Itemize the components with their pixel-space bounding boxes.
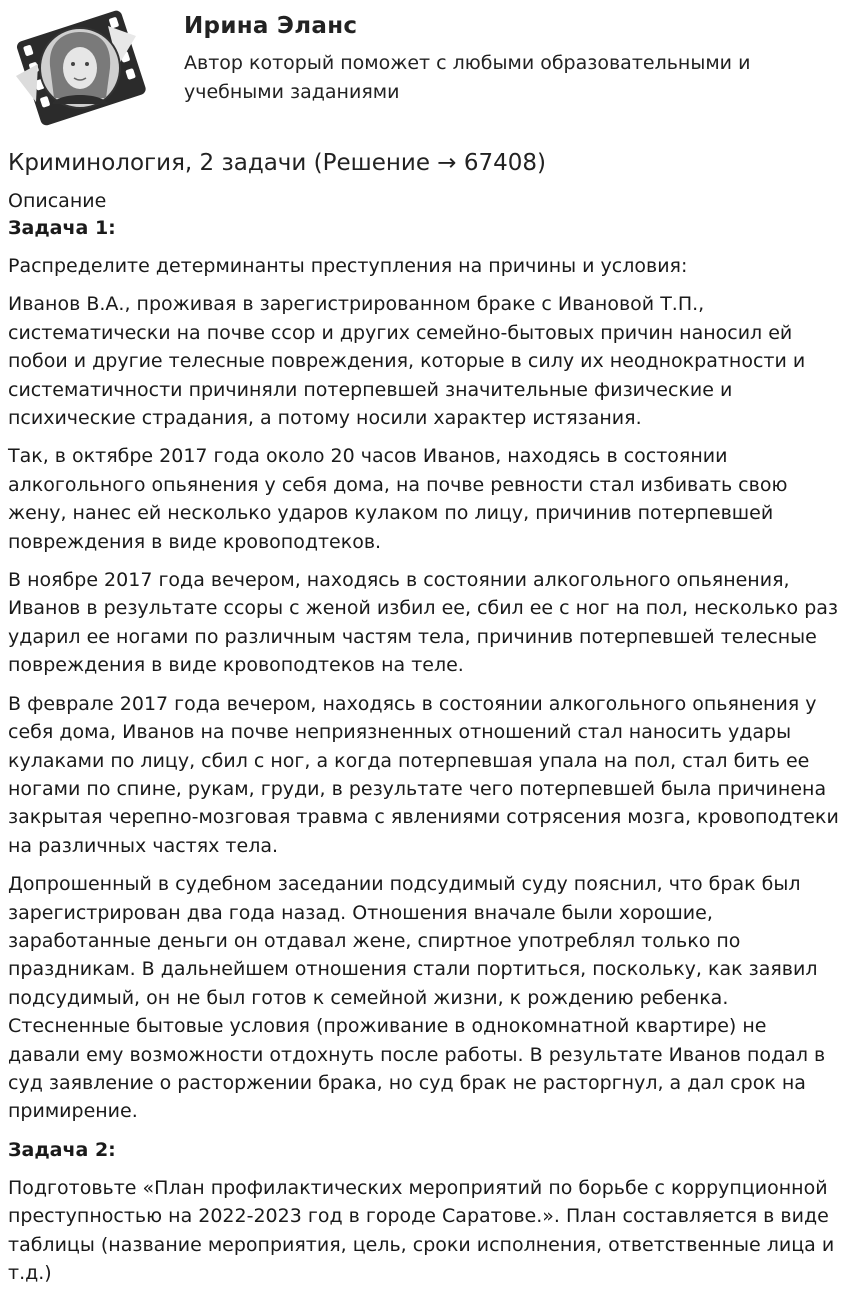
page: [8, 6, 840, 1287]
task-2-paragraph: Подготовьте «План профилактических мероприятий по борьбе с коррупционной преступностью на 2022-2023 год в городе Саратове.». План составляется в виде таблицы (название мероприятия, цель, сроки исполнения, ответственные лица и т.д.): [8, 1176, 835, 1284]
task-2-heading: Задача 2:: [8, 1138, 116, 1161]
task-1-paragraph: В феврале 2017 года вечером, находясь в состоянии алкогольного опьянения у себя дома, Иванов на почве неприязненных отношений стал наносить удары кулаками по лицу, сбил с ног, а когда потерпевшая упала на пол, стал бить ее ногами по спине, рукам, груди, в результате чего потерпевшей была причинена закрытая черепно-мозговая травма с явлениями сотрясения мозга, кровоподтеки на различных частях тела.: [8, 692, 839, 857]
task-1-paragraph: В ноябре 2017 года вечером, находясь в состоянии алкогольного опьянения, Иванов в результате ссоры с женой избил ее, сбил ее с ног на пол, несколько раз ударил ее ногами по различным частям тела, причинив потерпевшей телесные повреждения в виде кровоподтеков на теле.: [8, 569, 839, 677]
task-1-paragraph: Допрошенный в судебном заседании подсудимый суду пояснил, что брак был зарегистрирован два года назад. Отношения вначале были хорошие, заработанные деньги он отдавал жене, спиртное употреблял только по праздникам. В дальнейшем отношения стали портиться, поскольку, как заявил подсудимый, он не был готов к семейной жизни, к рождению ребенка. Стесненные бытовые условия (проживание в однокомнатной квартире) не давали ему возможности отдохнуть после работы. В результате Иванов подал в суд заявление о расторжении брака, но суд брак не расторгнул, а дал срок на примирение.: [8, 873, 826, 1123]
task-1-paragraph: Иванов В.А., проживая в зарегистрированном браке с Ивановой Т.П., систематически на почве ссор и других семейно-бытовых причин наносил ей побои и другие телесные повреждения, которые в силу их неоднократности и систематичности причиняли потерпевшей значительные физические и психические страдания, а потому носили характер истязания.: [8, 293, 806, 430]
author-name: Ирина Эланс: [184, 13, 358, 39]
author-description: Автор который поможет с любыми образовательными и учебными заданиями: [184, 52, 751, 103]
author-block: [8, 6, 840, 128]
author-info: [184, 6, 840, 107]
task-1-paragraph: Так, в октябре 2017 года около 20 часов Иванов, находясь в состоянии алкогольного опьянения у себя дома, на почве ревности стал избивать свою жену, нанес ей несколько ударов кулаком по лицу, причинив потерпевшей повреждения в виде кровоподтеков.: [8, 445, 788, 553]
page-title: Криминология, 2 задачи (Решение → 67408): [8, 150, 547, 176]
description-label: Описание: [8, 190, 107, 212]
author-avatar: [8, 6, 154, 128]
task-1-heading: Задача 1:: [8, 217, 116, 239]
task-1-paragraph: Распределите детерминанты преступления на причины и условия:: [8, 255, 688, 277]
